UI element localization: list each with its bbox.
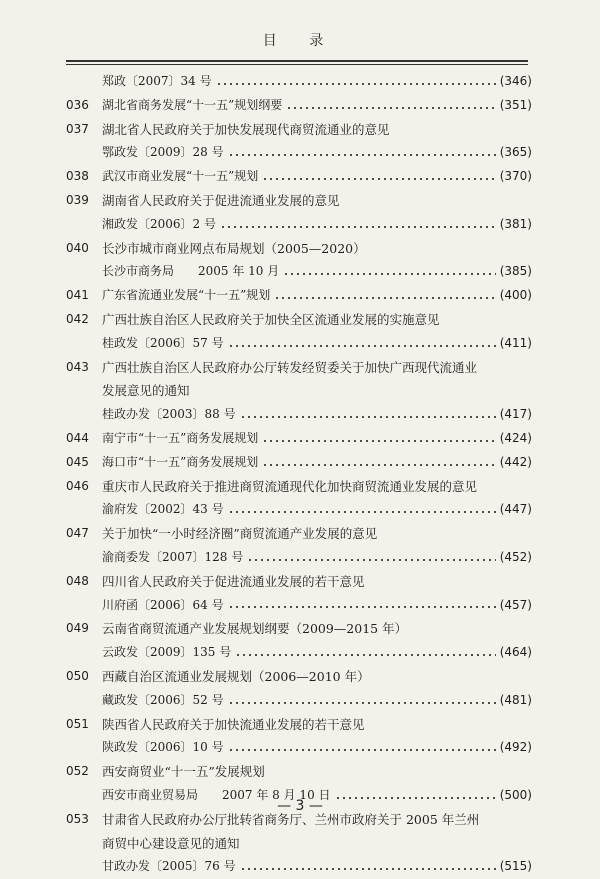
toc-row [66,94,532,118]
toc-row [66,736,532,760]
toc-entry-title: 陕西省人民政府关于加快流通业发展的若干意见 [102,716,365,732]
dot-leader [240,416,496,418]
toc-row [66,213,532,237]
toc-entry-title: 南宁市“十一五”商务发展规划 [102,430,259,445]
toc-entry-number: 037 [66,121,89,136]
toc-entry-number: 038 [66,169,89,184]
toc-entry-title: 西藏自治区流通业发展规划（2006—2010 年） [102,668,370,684]
toc-page-ref: (411) [499,335,532,350]
toc-entry-title: 西安商贸业“十一五”发展规划 [102,764,265,780]
dot-leader [240,868,496,870]
toc-source: 西安市商业贸易局 2007 年 8 月 10 日 [102,787,331,802]
toc-leader-line [102,332,532,356]
dot-leader [228,749,496,751]
toc-entry-number: 051 [66,716,89,731]
toc-row [66,498,532,522]
toc-leader-line [102,736,532,760]
toc-row [66,594,532,618]
toc-leader-line [102,260,532,284]
header-rule-thick [66,60,528,62]
toc-source: 桂政发〔2006〕57 号 [102,335,224,350]
toc-row [66,855,532,879]
toc-leader-line [102,213,532,237]
toc-entry-number: 040 [66,240,89,255]
dot-leader [228,154,496,156]
toc-row [66,308,532,332]
dot-leader [235,654,495,656]
toc-row [66,546,532,570]
toc-entry-title: 湖北省商务发展“十一五”规划纲要 [102,97,283,112]
dot-leader [228,702,496,704]
toc-entry-title: 广东省流通业发展“十一五”规划 [102,288,271,303]
dot-leader [216,83,496,85]
toc-entry-number: 045 [66,454,89,469]
dot-leader [247,559,495,561]
toc-entry-title: 发展意见的通知 [102,383,190,399]
toc-page-ref: (351) [499,97,532,112]
toc-page-ref: (417) [499,407,532,422]
toc-row [66,832,532,856]
toc-row [66,165,532,189]
toc-source: 渝府发〔2002〕43 号 [102,502,224,517]
toc-row [66,760,532,784]
toc-page-ref: (400) [499,288,532,303]
dot-leader [262,178,495,180]
toc-entry-title: 四川省人民政府关于促进流通业发展的若干意见 [102,573,365,589]
toc-entry-title: 广西壮族自治区人民政府办公厅转发经贸委关于加快广西现代流通业 [102,359,478,375]
toc-entry-title: 商贸中心建设意见的通知 [102,835,240,851]
toc-row [66,522,532,546]
toc-entry-title: 武汉市商业发展“十一五”规划 [102,169,259,184]
toc-leader-line [102,855,532,879]
toc-source: 桂政办发〔2003〕88 号 [102,407,236,422]
toc-row [66,141,532,165]
toc-row [66,713,532,737]
toc-row [66,70,532,94]
toc-row [66,379,532,403]
toc-leader-line [102,141,532,165]
toc-entry-number: 041 [66,288,89,303]
toc-page-ref: (346) [499,74,532,88]
toc-source: 郑政〔2007〕34 号 [102,74,212,88]
toc-page-ref: (481) [499,692,532,707]
toc-row [66,451,532,475]
toc-source: 陕政发〔2006〕10 号 [102,740,224,755]
toc-row [66,332,532,356]
dot-leader [262,440,495,442]
toc-source: 云政发〔2009〕135 号 [102,645,232,660]
toc-source: 鄂政发〔2009〕28 号 [102,145,224,160]
toc-source: 川府函〔2006〕64 号 [102,597,224,612]
toc-page-ref: (385) [499,264,532,279]
toc-row [66,665,532,689]
toc-page-ref: (381) [499,216,532,231]
toc-leader-line [102,546,532,570]
toc-source: 渝商委发〔2007〕128 号 [102,549,244,564]
dot-leader [228,511,496,513]
toc-row [66,641,532,665]
toc-row [66,689,532,713]
toc-source: 长沙市商务局 2005 年 10 月 [102,264,280,279]
toc-leader-line [102,594,532,618]
toc-row [66,427,532,451]
dot-leader [274,297,495,299]
toc-entry-number: 050 [66,668,89,683]
toc-entry-title: 云南省商贸流通产业发展规划纲要（2009—2015 年） [102,621,408,637]
toc-entry-number: 044 [66,430,89,445]
dot-leader [228,606,496,608]
toc-entry-number: 049 [66,621,89,636]
toc-entry-title: 湖南省人民政府关于促进流通业发展的意见 [102,192,340,208]
toc-entry-title: 海口市“十一五”商务发展规划 [102,454,259,469]
toc-entry-number: 053 [66,811,89,826]
toc-source: 甘政办发〔2005〕76 号 [102,859,236,874]
dot-leader [283,273,495,275]
toc-leader-line [102,641,532,665]
toc-leader-line [102,94,532,118]
toc-row [66,356,532,380]
toc-entry-title: 重庆市人民政府关于推进商贸流通现代化加快商贸流通业发展的意见 [102,478,478,494]
toc-page-ref: (452) [499,549,532,564]
toc-entry-number: 046 [66,478,89,493]
toc-leader-line [102,165,532,189]
toc-entry-number: 043 [66,359,89,374]
toc-leader-line [102,689,532,713]
toc-leader-line [102,403,532,427]
toc-row [66,617,532,641]
toc-entry-number: 039 [66,192,89,207]
toc-entry-number: 052 [66,764,89,779]
toc-entry-title: 湖北省人民政府关于加快发展现代商贸流通业的意见 [102,121,390,137]
toc-page-ref: (464) [499,645,532,660]
toc-leader-line [102,284,532,308]
toc-entry-title: 关于加快“一小时经济圈”商贸流通产业发展的意见 [102,526,378,542]
toc-page-ref: (447) [499,502,532,517]
table-of-contents [66,70,532,879]
toc-row [66,570,532,594]
toc-page-ref: (500) [499,787,532,802]
dot-leader [220,226,496,228]
toc-entry-number: 047 [66,526,89,541]
toc-leader-line [102,427,532,451]
page-number: — 3 — [277,798,323,814]
toc-entry-title: 长沙市城市商业网点布局规划（2005—2020） [102,240,366,256]
toc-page-ref: (424) [499,430,532,445]
toc-row [66,403,532,427]
dot-leader [262,464,495,466]
toc-row [66,284,532,308]
toc-page-ref: (457) [499,597,532,612]
toc-row [66,260,532,284]
toc-row [66,237,532,261]
page-header-title: 目 录 [262,33,338,49]
toc-page-ref: (370) [499,169,532,184]
toc-leader-line [102,498,532,522]
toc-entry-number: 048 [66,573,89,588]
toc-page-ref: (492) [499,740,532,755]
header-rule-thin [66,64,528,65]
toc-entry-number: 042 [66,311,89,326]
toc-entry-title: 甘肃省人民政府办公厅批转省商务厅、兰州市政府关于 2005 年兰州 [102,811,480,827]
toc-entry-title: 广西壮族自治区人民政府关于加快全区流通业发展的实施意见 [102,311,440,327]
toc-row [66,189,532,213]
toc-source: 藏政发〔2006〕52 号 [102,692,224,707]
toc-entry-number: 036 [66,97,89,112]
toc-row [66,118,532,142]
toc-row [66,475,532,499]
dot-leader [228,345,496,347]
toc-leader-line [102,70,532,94]
toc-source: 湘政发〔2006〕2 号 [102,216,216,231]
toc-leader-line [102,451,532,475]
toc-page-ref: (442) [499,454,532,469]
dot-leader [286,107,495,109]
toc-page-ref: (515) [499,859,532,874]
toc-page-ref: (365) [499,145,532,160]
